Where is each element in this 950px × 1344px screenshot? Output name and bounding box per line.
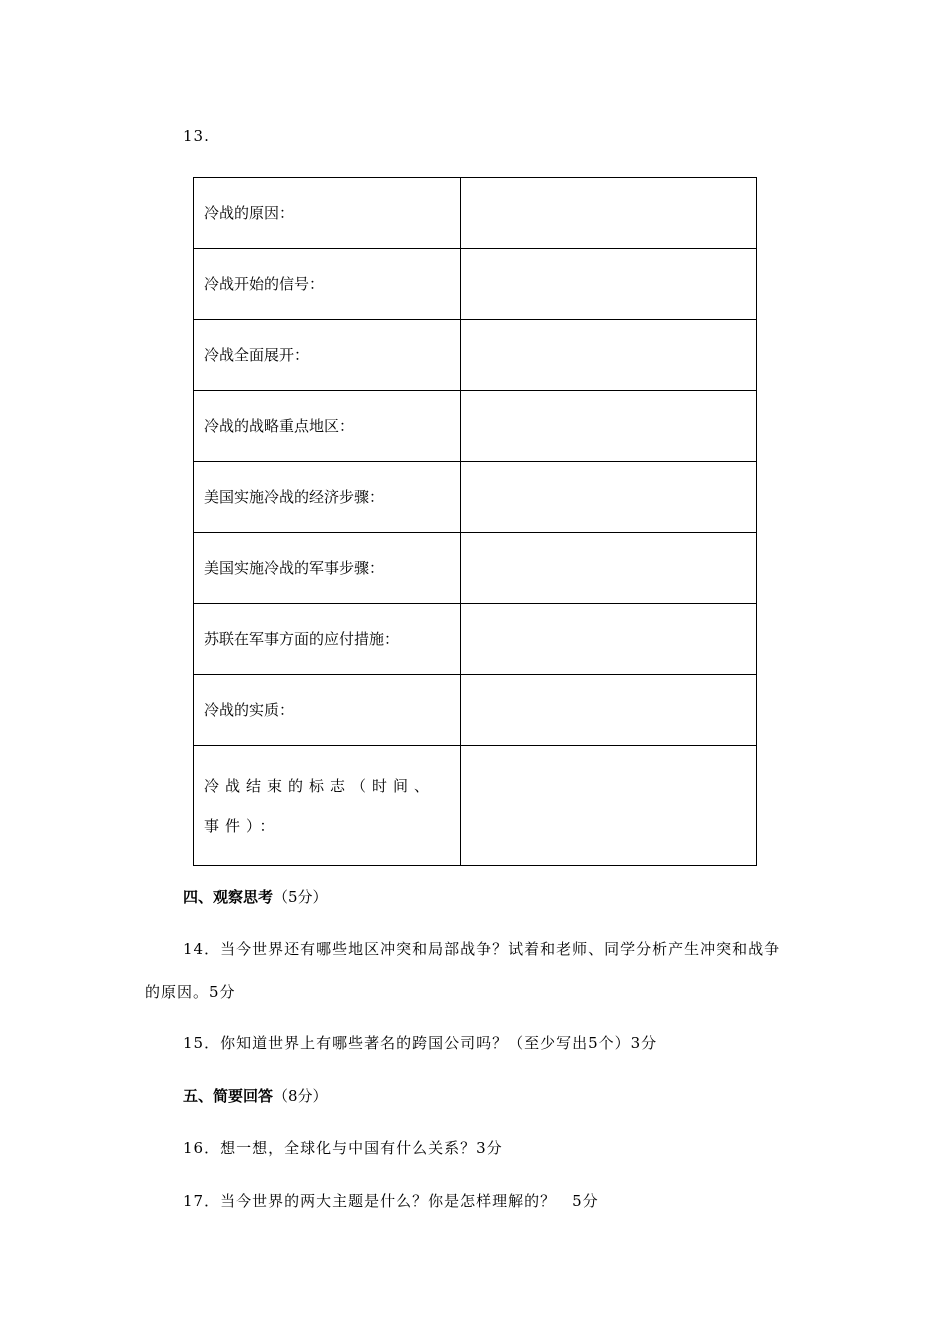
row-label-us-military-steps: 美国实施冷战的军事步骤： <box>194 533 461 604</box>
answer-cell-ussr-response[interactable] <box>461 604 757 675</box>
section-4-title: 四、观察思考 <box>183 888 274 906</box>
table-row <box>194 178 757 249</box>
table-row <box>194 604 757 675</box>
section-5-title: 五、简要回答 <box>183 1087 274 1105</box>
section-5-points: （8分） <box>273 1087 328 1105</box>
row-label-essence: 冷战的实质： <box>194 675 461 746</box>
row-label-start-signal: 冷战开始的信号： <box>194 249 461 320</box>
table-row <box>194 675 757 746</box>
row-label-strategic-region: 冷战的战略重点地区： <box>194 391 461 462</box>
table-row <box>194 462 757 533</box>
question-13-number: 13. <box>183 127 210 145</box>
section-4-points: （5分） <box>273 888 328 906</box>
answer-cell-essence[interactable] <box>461 675 757 746</box>
table-row <box>194 533 757 604</box>
question-14-line-1: 14．当今世界还有哪些地区冲突和局部战争？试着和老师、同学分析产生冲突和战争 <box>183 940 781 958</box>
answer-cell-cause[interactable] <box>461 178 757 249</box>
table-row <box>194 320 757 391</box>
section-5-heading <box>183 1085 328 1106</box>
answer-cell-full-unfold[interactable] <box>461 320 757 391</box>
question-16: 16．想一想，全球化与中国有什么关系？3分 <box>183 1139 503 1157</box>
question-14-line-2: 的原因。5分 <box>145 983 236 1001</box>
answer-cell-start-signal[interactable] <box>461 249 757 320</box>
cold-war-table <box>193 177 757 866</box>
answer-cell-us-military-steps[interactable] <box>461 533 757 604</box>
answer-cell-strategic-region[interactable] <box>461 391 757 462</box>
row-label-ussr-response: 苏联在军事方面的应付措施： <box>194 604 461 675</box>
table-row <box>194 391 757 462</box>
row-label-end-marker: 冷战结束的标志（时间、事件）： <box>194 746 461 866</box>
row-label-full-unfold: 冷战全面展开： <box>194 320 461 391</box>
table-row <box>194 746 757 866</box>
table-row <box>194 249 757 320</box>
answer-cell-end-marker[interactable] <box>461 746 757 866</box>
question-17: 17．当今世界的两大主题是什么？你是怎样理解的？ 5分 <box>183 1192 599 1210</box>
row-label-cause: 冷战的原因： <box>194 178 461 249</box>
row-label-us-economic-steps: 美国实施冷战的经济步骤： <box>194 462 461 533</box>
answer-cell-us-economic-steps[interactable] <box>461 462 757 533</box>
question-15: 15．你知道世界上有哪些著名的跨国公司吗？（至少写出5个）3分 <box>183 1034 658 1052</box>
section-4-heading <box>183 886 328 907</box>
